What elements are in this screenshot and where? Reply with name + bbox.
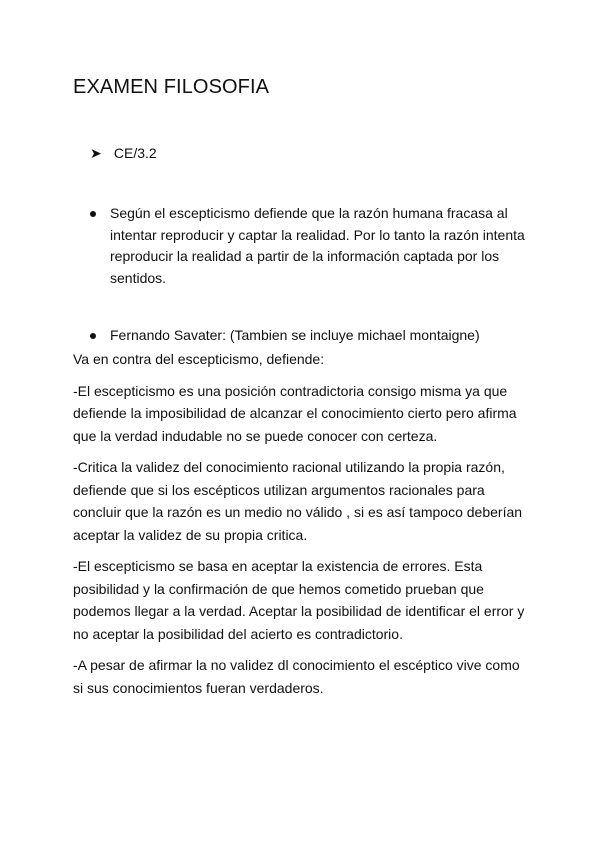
paragraph: -El escepticismo es una posición contradictoria consigo misma ya que defiende la imposibilidad de alcanzar el conocimiento cierto pero afirma que la verdad indudable no se puede conocer con certeza.	[73, 382, 517, 444]
section-label: CE/3.2	[113, 145, 157, 161]
intro-paragraph: Va en contra del escepticismo, defiende:	[73, 351, 325, 367]
section-heading	[90, 145, 157, 162]
bullet-icon	[90, 333, 96, 339]
document-title: EXAMEN FILOSOFIA	[73, 76, 270, 98]
list-item	[90, 325, 540, 347]
list-item-text: Fernando Savater: (Tambien se incluye michael montaigne)	[110, 327, 480, 343]
list-item	[90, 203, 540, 289]
paragraph: -Critica la validez del conocimiento racional utilizando la propia razón, defiende que si los escépticos utilizan argumentos racionales para concluir que la razón es un medio no válido , si es así tampoco deberían aceptar la validez de su propia critica.	[73, 459, 523, 543]
paragraph: -A pesar de afirmar la no validez dl conocimiento el escéptico vive como si sus conocimientos fueran verdaderos.	[73, 657, 520, 696]
bullet-icon	[90, 211, 96, 217]
arrow-bullet-icon: ➤	[90, 145, 102, 161]
body-text	[73, 348, 533, 708]
paragraph: -El escepticismo se basa en aceptar la existencia de errores. Esta posibilidad y la confirmación de que hemos cometido prueban que podemos llegar a la verdad. Aceptar la posibilidad de identificar el error y no aceptar la posibilidad del acierto es contradictorio.	[73, 558, 525, 642]
list-item-text: Según el escepticismo defiende que la razón humana fracasa al intentar reproducir y captar la realidad. Por lo tanto la razón intenta reproducir la realidad a partir de la información captada por los sentidos.	[110, 205, 525, 286]
